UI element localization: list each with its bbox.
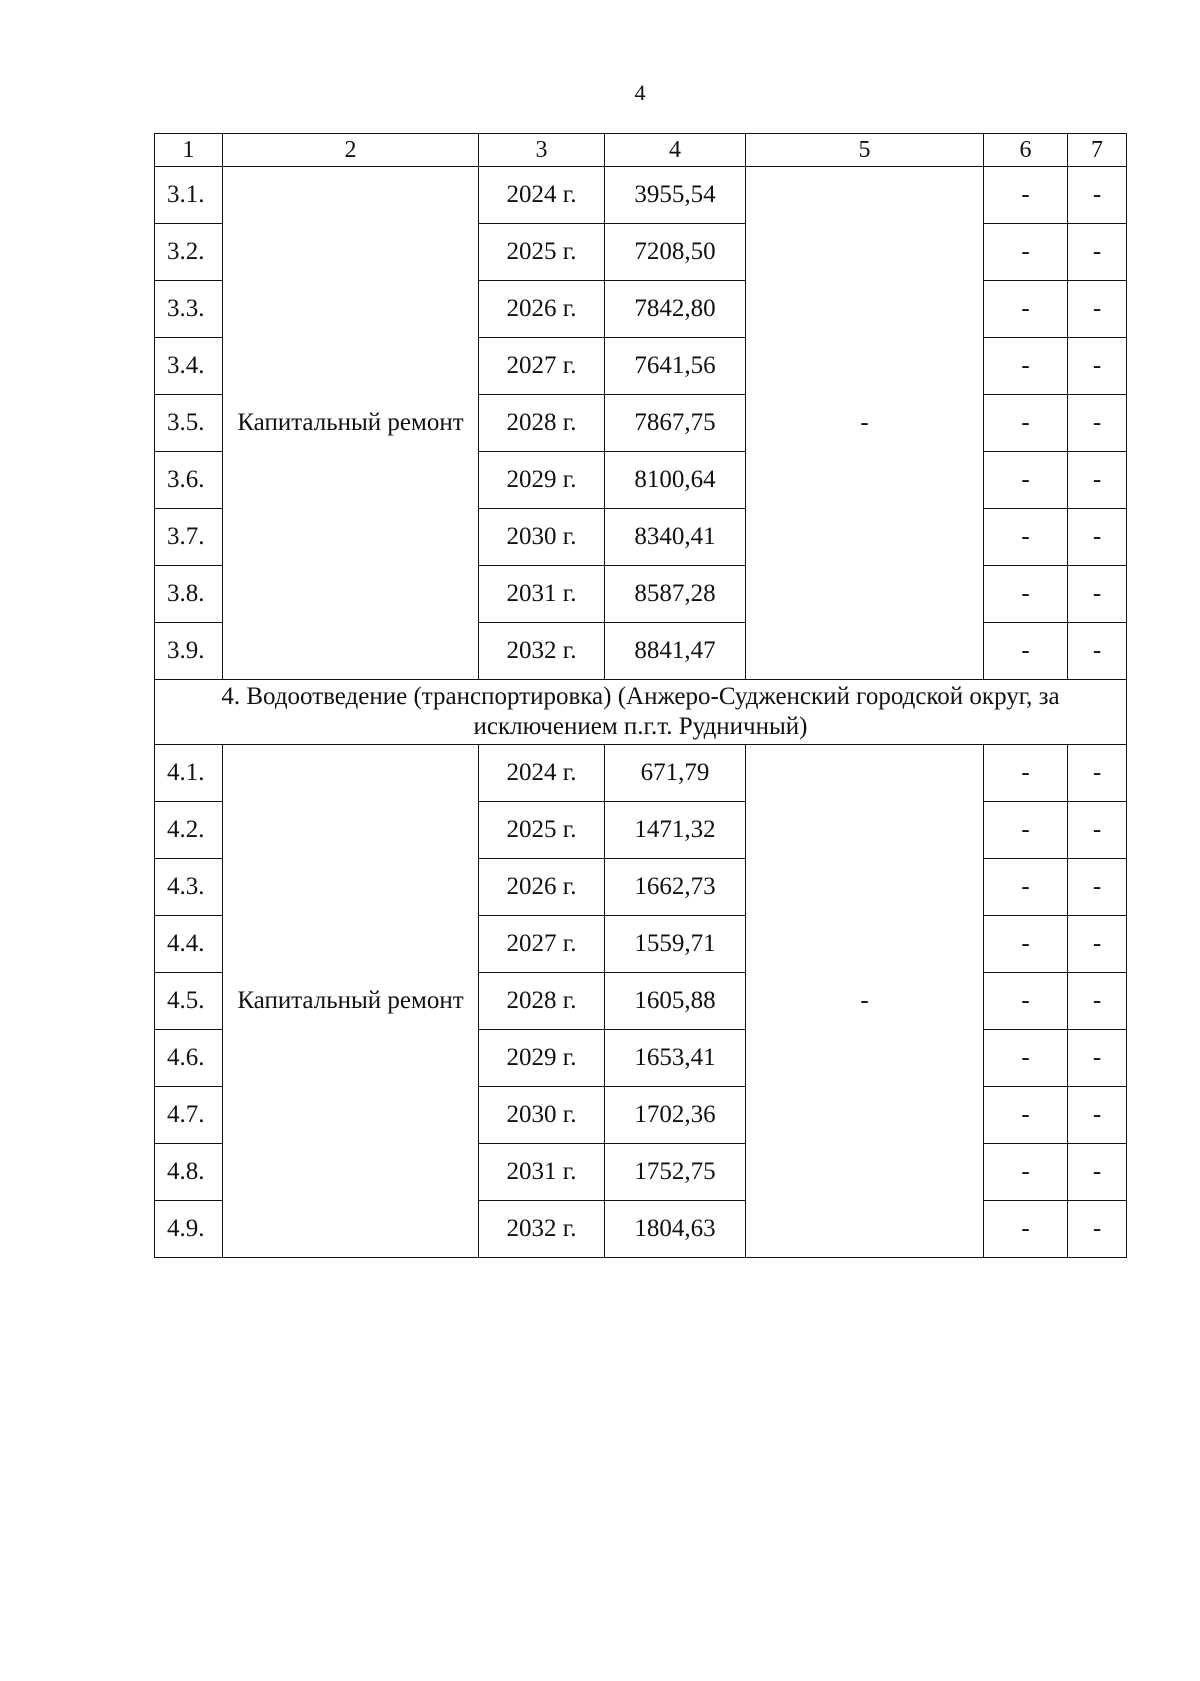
year-cell: 2027 г. [479, 916, 605, 973]
column6-cell: - [984, 1030, 1068, 1087]
row-number: 4.4. [155, 916, 223, 973]
row-number: 3.3. [155, 281, 223, 338]
row-number: 4.3. [155, 859, 223, 916]
tariff-table [154, 133, 1127, 1258]
year-cell: 2029 г. [479, 452, 605, 509]
header-cell: 6 [984, 134, 1068, 167]
column7-cell: - [1068, 916, 1127, 973]
row-number: 4.9. [155, 1201, 223, 1258]
value-cell: 7208,50 [605, 224, 746, 281]
column7-cell: - [1068, 1030, 1127, 1087]
column7-cell: - [1068, 973, 1127, 1030]
value-cell: 1559,71 [605, 916, 746, 973]
column6-cell: - [984, 452, 1068, 509]
header-cell: 1 [155, 134, 223, 167]
value-cell: 1702,36 [605, 1087, 746, 1144]
value-cell: 3955,54 [605, 167, 746, 224]
year-cell: 2032 г. [479, 623, 605, 680]
row-number: 3.4. [155, 338, 223, 395]
column7-cell: - [1068, 281, 1127, 338]
header-cell: 3 [479, 134, 605, 167]
header-cell: 4 [605, 134, 746, 167]
column7-cell: - [1068, 167, 1127, 224]
value-cell: 8100,64 [605, 452, 746, 509]
row-number: 3.1. [155, 167, 223, 224]
section-title-row [155, 680, 1127, 745]
column7-cell: - [1068, 1201, 1127, 1258]
column6-cell: - [984, 802, 1068, 859]
column5-cell: - [746, 167, 984, 680]
column7-cell: - [1068, 395, 1127, 452]
year-cell: 2027 г. [479, 338, 605, 395]
value-cell: 671,79 [605, 745, 746, 802]
row-number: 4.5. [155, 973, 223, 1030]
value-cell: 7867,75 [605, 395, 746, 452]
column6-cell: - [984, 566, 1068, 623]
year-cell: 2025 г. [479, 224, 605, 281]
page-number: 4 [634, 80, 646, 105]
year-cell: 2024 г. [479, 745, 605, 802]
value-cell: 7641,56 [605, 338, 746, 395]
header-cell: 2 [223, 134, 479, 167]
value-cell: 1653,41 [605, 1030, 746, 1087]
value-cell: 1662,73 [605, 859, 746, 916]
value-cell: 1605,88 [605, 973, 746, 1030]
column6-cell: - [984, 1087, 1068, 1144]
year-cell: 2030 г. [479, 509, 605, 566]
value-cell: 1804,63 [605, 1201, 746, 1258]
column6-cell: - [984, 167, 1068, 224]
header-cell: 5 [746, 134, 984, 167]
row-number: 4.8. [155, 1144, 223, 1201]
year-cell: 2026 г. [479, 281, 605, 338]
year-cell: 2024 г. [479, 167, 605, 224]
row-number: 4.1. [155, 745, 223, 802]
table-row [155, 167, 1127, 224]
column6-cell: - [984, 395, 1068, 452]
column7-cell: - [1068, 566, 1127, 623]
year-cell: 2028 г. [479, 973, 605, 1030]
work-type-cell: Капитальный ремонт [223, 167, 479, 680]
header-cell: 7 [1068, 134, 1127, 167]
year-cell: 2032 г. [479, 1201, 605, 1258]
column7-cell: - [1068, 745, 1127, 802]
value-cell: 1471,32 [605, 802, 746, 859]
column6-cell: - [984, 1144, 1068, 1201]
year-cell: 2026 г. [479, 859, 605, 916]
column6-cell: - [984, 1201, 1068, 1258]
column6-cell: - [984, 973, 1068, 1030]
column6-cell: - [984, 623, 1068, 680]
year-cell: 2025 г. [479, 802, 605, 859]
column6-cell: - [984, 338, 1068, 395]
column7-cell: - [1068, 623, 1127, 680]
column7-cell: - [1068, 1087, 1127, 1144]
column5-cell: - [746, 745, 984, 1258]
row-number: 3.7. [155, 509, 223, 566]
column7-cell: - [1068, 452, 1127, 509]
column6-cell: - [984, 859, 1068, 916]
row-number: 3.9. [155, 623, 223, 680]
row-number: 3.5. [155, 395, 223, 452]
row-number: 4.7. [155, 1087, 223, 1144]
column6-cell: - [984, 224, 1068, 281]
header-row [155, 134, 1127, 167]
column7-cell: - [1068, 802, 1127, 859]
year-cell: 2030 г. [479, 1087, 605, 1144]
column6-cell: - [984, 509, 1068, 566]
value-cell: 8340,41 [605, 509, 746, 566]
value-cell: 8841,47 [605, 623, 746, 680]
value-cell: 1752,75 [605, 1144, 746, 1201]
column7-cell: - [1068, 859, 1127, 916]
year-cell: 2028 г. [479, 395, 605, 452]
column7-cell: - [1068, 224, 1127, 281]
column6-cell: - [984, 916, 1068, 973]
row-number: 3.6. [155, 452, 223, 509]
year-cell: 2029 г. [479, 1030, 605, 1087]
column7-cell: - [1068, 338, 1127, 395]
table-row [155, 745, 1127, 802]
row-number: 4.2. [155, 802, 223, 859]
work-type-cell: Капитальный ремонт [223, 745, 479, 1258]
column6-cell: - [984, 745, 1068, 802]
row-number: 4.6. [155, 1030, 223, 1087]
row-number: 3.8. [155, 566, 223, 623]
value-cell: 8587,28 [605, 566, 746, 623]
column7-cell: - [1068, 509, 1127, 566]
value-cell: 7842,80 [605, 281, 746, 338]
row-number: 3.2. [155, 224, 223, 281]
section-title: 4. Водоотведение (транспортировка) (Анжеро-Судженский городской округ, за исключением п.г.т. Рудничный) [155, 680, 1127, 745]
table-body [155, 134, 1127, 1258]
column6-cell: - [984, 281, 1068, 338]
year-cell: 2031 г. [479, 566, 605, 623]
year-cell: 2031 г. [479, 1144, 605, 1201]
column7-cell: - [1068, 1144, 1127, 1201]
